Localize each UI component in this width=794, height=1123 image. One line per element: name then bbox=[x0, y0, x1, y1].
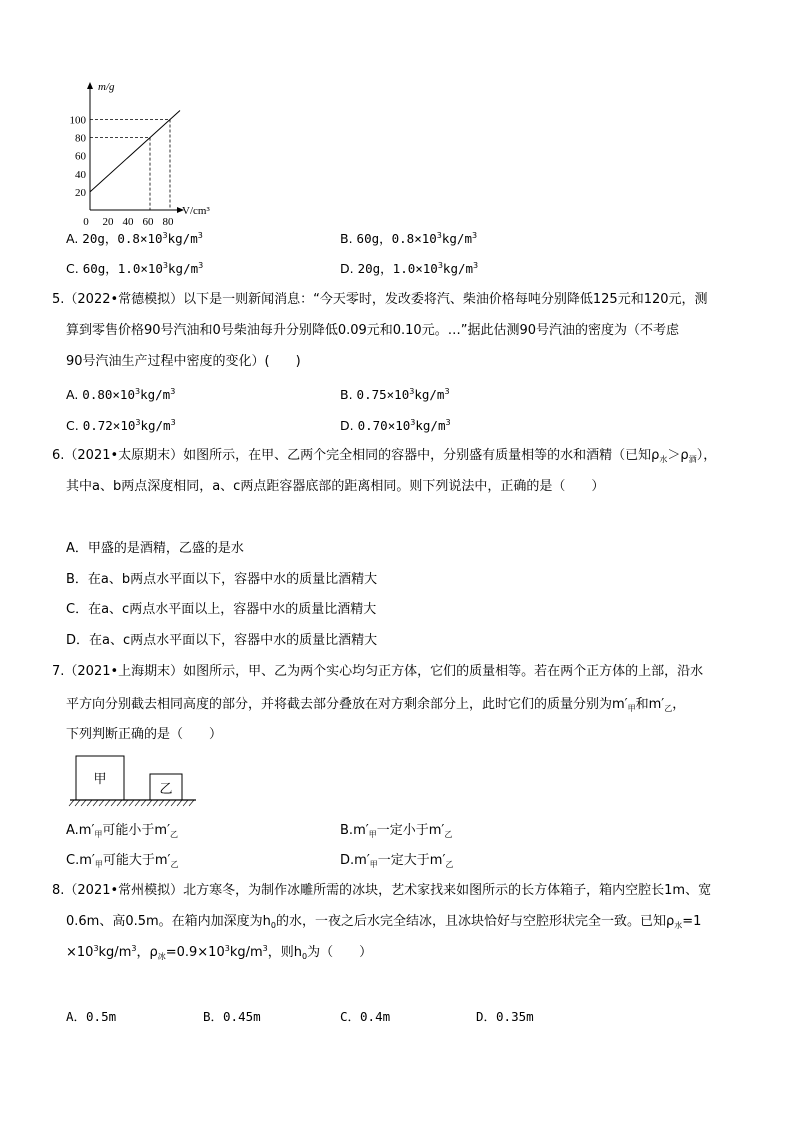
x-tick-label-60: 60 bbox=[142, 216, 154, 228]
hatch-mark bbox=[111, 800, 116, 806]
x-tick-label-80: 80 bbox=[162, 216, 174, 228]
q7-cubes-figure bbox=[66, 752, 216, 808]
y-tick-label-80: 80 bbox=[75, 132, 86, 145]
q8-stem-line3: $\times 10^3kg/m^3$，$\rho_冰=0.9\times 10^3kg/m^3$，则$h_0$为（ ） bbox=[66, 944, 373, 961]
q5-stem-line2: 算到零售价格90号汽油和0号柴油每升分别降低0.09元和0.10元。…”据此估测90号汽油的密度为（不考虑 bbox=[66, 323, 679, 338]
y-tick-label-20: 20 bbox=[75, 186, 86, 199]
q8-option-c[interactable]: C．0.4m bbox=[340, 1009, 391, 1024]
q4-option-a[interactable]: A. 20g，$0.8\times 10^3kg/m^3$ bbox=[66, 231, 203, 246]
q5-stem-line3: 90号汽油生产过程中密度的变化）( ) bbox=[66, 354, 301, 369]
hatch-mark bbox=[81, 800, 86, 806]
hatch-mark bbox=[93, 800, 98, 806]
y-tick-label-40: 40 bbox=[75, 168, 86, 181]
q5-option-b[interactable]: B. $0.75\times 10^3kg/m^3$ bbox=[340, 387, 450, 402]
q7-option-b[interactable]: $B.m'_甲$一定小于$m'_乙$ bbox=[340, 823, 453, 839]
q6-option-d[interactable]: D．在a、c两点水平面以下，容器中水的质量比酒精大 bbox=[66, 633, 378, 648]
x-tick-label-40: 40 bbox=[122, 216, 134, 228]
data-line bbox=[90, 110, 180, 191]
q4-option-c[interactable]: C. 60g，$1.0\times 10^3kg/m^3$ bbox=[66, 261, 204, 276]
q7-stem-line1: 7.（2021•上海期末）如图所示，甲、乙为两个实心均匀正方体，它们的质量相等。若在两个正方体的上部，沿水 bbox=[52, 664, 704, 679]
mass-volume-graph bbox=[60, 78, 240, 228]
hatch-mark bbox=[105, 800, 110, 806]
x-tick-label-0: 0 bbox=[83, 216, 89, 228]
q6-option-c[interactable]: C．在a、c两点水平面以上，容器中水的质量比酒精大 bbox=[66, 602, 377, 617]
hatch-mark bbox=[129, 800, 134, 806]
q7-stem-line3: 下列判断正确的是（ ） bbox=[66, 727, 223, 742]
q4-option-b[interactable]: B. 60g，$0.8\times 10^3kg/m^3$ bbox=[340, 231, 478, 246]
x-axis-label: V/cm³ bbox=[182, 205, 210, 217]
hatch-mark bbox=[141, 800, 146, 806]
y-axis-arrow bbox=[87, 82, 93, 89]
q8-stem-line1: 8.（2021•常州模拟）北方寒冬，为制作冰雕所需的冰块，艺术家找来如图所示的长方体箱子，箱内空腔长1m、宽 bbox=[52, 883, 712, 898]
hatch-mark bbox=[117, 800, 122, 806]
y-axis-label: m/g bbox=[98, 81, 115, 93]
hatch-mark bbox=[135, 800, 140, 806]
hatch-mark bbox=[189, 800, 194, 806]
q6-option-b[interactable]: B．在a、b两点水平面以下，容器中水的质量比酒精大 bbox=[66, 572, 378, 587]
cube-yi-label: 乙 bbox=[159, 782, 173, 797]
q6-stem-line2: 其中a、b两点深度相同，a、c两点距容器底部的距离相同。则下列说法中，正确的是（ ） bbox=[66, 479, 605, 494]
y-tick-label-60: 60 bbox=[75, 150, 86, 163]
hatch-mark bbox=[159, 800, 164, 806]
q5-option-a[interactable]: A. $0.80\times 10^3kg/m^3$ bbox=[66, 387, 176, 402]
hatch-mark bbox=[183, 800, 188, 806]
hatch-mark bbox=[99, 800, 104, 806]
hatch-mark bbox=[153, 800, 158, 806]
q7-option-a[interactable]: $A.m'_甲$可能小于$m'_乙$ bbox=[66, 823, 179, 839]
hatch-mark bbox=[87, 800, 92, 806]
q8-option-a[interactable]: A．0.5m bbox=[66, 1009, 117, 1024]
q5-option-d[interactable]: D. $0.70\times 10^3kg/m^3$ bbox=[340, 418, 451, 433]
x-tick-label-20: 20 bbox=[102, 216, 114, 228]
hatch-mark bbox=[177, 800, 182, 806]
cube-jia-label: 甲 bbox=[93, 772, 107, 787]
hatch-mark bbox=[147, 800, 152, 806]
hatch-mark bbox=[123, 800, 128, 806]
hatch-mark bbox=[165, 800, 170, 806]
q7-stem-line2: 平方向分别截去相同高度的部分，并将截去部分叠放在对方剩余部分上，此时它们的质量分别为$m'_甲$和$m'_乙$， bbox=[66, 697, 686, 713]
q6-stem-line1: 6.（2021•太原期末）如图所示，在甲、乙两个完全相同的容器中，分别盛有质量相等的水和酒精（已知$\rho_水>\rho_酒$）， bbox=[52, 448, 717, 464]
q8-option-d[interactable]: D．0.35m bbox=[476, 1009, 534, 1024]
ground-hatch bbox=[69, 800, 194, 806]
q7-option-c[interactable]: $C.m'_甲$可能大于$m'_乙$ bbox=[66, 853, 179, 869]
q5-stem-line1: 5.（2022•常德模拟）以下是一则新闻消息：“今天零时，发改委将汽、柴油价格每吨分别降低125元和120元，测 bbox=[52, 292, 708, 307]
q5-option-c[interactable]: C. $0.72\times 10^3kg/m^3$ bbox=[66, 418, 176, 433]
q7-option-d[interactable]: $D.m'_甲$一定大于$m'_乙$ bbox=[340, 853, 454, 869]
q8-stem-line2: 0.6m、高0.5m。在箱内加深度为$h_0$的水，一夜之后水完全结冰，且冰块恰好与空腔形状完全一致。已知$\rho_水=1$ bbox=[66, 914, 702, 930]
q6-option-a[interactable]: A．甲盛的是酒精，乙盛的是水 bbox=[66, 541, 244, 556]
hatch-mark bbox=[69, 800, 74, 806]
q4-option-d[interactable]: D. 20g，$1.0\times 10^3kg/m^3$ bbox=[340, 261, 479, 276]
hatch-mark bbox=[171, 800, 176, 806]
y-tick-label-100: 100 bbox=[69, 114, 86, 127]
q8-option-b[interactable]: B．0.45m bbox=[203, 1009, 261, 1024]
hatch-mark bbox=[75, 800, 80, 806]
